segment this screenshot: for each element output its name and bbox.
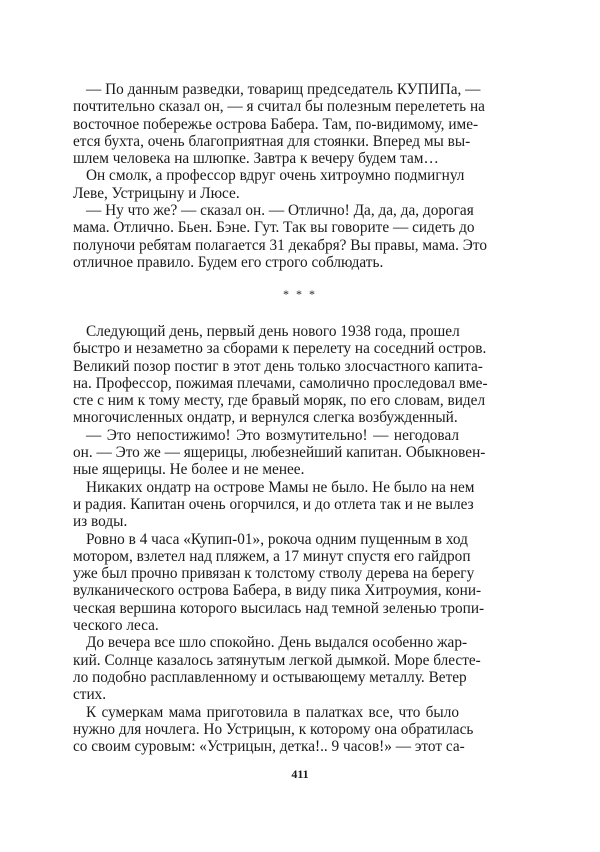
text-line: стих. xyxy=(73,686,107,704)
text-line: отличное правило. Будем его строго соблюдать. xyxy=(73,253,384,271)
text-section-1 xyxy=(73,81,487,271)
text-line: нужно для ночлега. Но Устрицын, к которому она обратилась xyxy=(73,720,474,738)
text-line: — Это непостижимо! Это возмутительно! — негодовал xyxy=(86,426,459,444)
text-line: ческого леса. xyxy=(73,617,159,635)
text-line: он. — Это же — ящерицы, любезнейший капитан. Обыкновен- xyxy=(73,444,486,462)
text-line: До вечера все шло спокойно. День выдался особенно жар- xyxy=(86,634,468,652)
text-line: кий. Солнце казалось затянутым легкой дымкой. Море блесте- xyxy=(73,651,481,669)
text-line: со своим суровым: «Устрицын, детка!.. 9 часов!» — этот са- xyxy=(73,738,465,756)
section-separator: * * * xyxy=(283,287,317,301)
text-line: восточное побережье острова Бабера. Там, по-видимому, име- xyxy=(73,115,479,133)
text-line: почтительно сказал он, — я считал бы полезным перелететь на xyxy=(73,98,485,116)
text-line: сте с ним к тому месту, где бравый моряк, по его словам, видел xyxy=(73,392,486,410)
text-line: полуночи ребятам полагается 31 декабря? Вы правы, мама. Это xyxy=(73,236,487,254)
text-line: — По данным разведки, товарищ председатель КУПИПа, — xyxy=(86,81,481,98)
text-line: и радия. Капитан очень огорчился, и до отлета так и не вылез xyxy=(73,495,474,513)
text-line: быстро и незаметно за сборами к перелету на соседний остров. xyxy=(73,340,487,358)
text-line: уже был прочно привязан к толстому стволу дерева на берегу xyxy=(73,565,475,583)
page-number: 411 xyxy=(291,767,309,781)
text-line: на. Профессор, пожимая плечами, самолично проследовал вме- xyxy=(73,374,488,392)
text-line: Великий позор постиг в этот день только злосчастного капита- xyxy=(73,357,483,375)
text-line: мотором, взлетел над пляжем, а 17 минут спустя его гайдроп xyxy=(73,547,471,565)
text-line: мама. Отлично. Бьен. Бэне. Гут. Так вы говорите — сидеть до xyxy=(73,219,475,237)
text-line: вулканического острова Бабера, в виду пика Хитроумия, кони- xyxy=(73,582,482,600)
text-line: ло подобно расплавленному и остывающему металлу. Ветер xyxy=(73,668,467,686)
text-line: шлем человека на шлюпке. Завтра к вечеру будем там… xyxy=(73,150,439,168)
text-section-2 xyxy=(73,323,488,756)
text-line: — Ну что же? — сказал он. — Отлично! Да, да, да, дорогая xyxy=(86,202,474,220)
text-line: ется бухта, очень благоприятная для стоянки. Вперед мы вы- xyxy=(73,132,471,150)
text-line: Ровно в 4 часа «Купип-01», рокоча одним пущенным в ход xyxy=(86,530,468,548)
text-line: ческая вершина которого высилась над темной зеленью тропи- xyxy=(73,599,485,617)
text-line: Леве, Устрицыну и Люсе. xyxy=(73,184,240,202)
text-line: из воды. xyxy=(73,513,128,531)
text-line: Никаких ондатр на острове Мамы не было. Не было на нем xyxy=(86,478,475,496)
text-line: Он смолк, а профессор вдруг очень хитроумно подмигнул xyxy=(86,167,465,185)
text-line: ные ящерицы. Не более и не менее. xyxy=(73,461,305,479)
text-line: К сумеркам мама приготовила в палатках все, что было xyxy=(86,703,459,721)
text-line: многочисленных ондатр, и вернулся слегка возбужденный. xyxy=(73,409,458,427)
text-line: Следующий день, первый день нового 1938 года, прошел xyxy=(86,323,460,340)
